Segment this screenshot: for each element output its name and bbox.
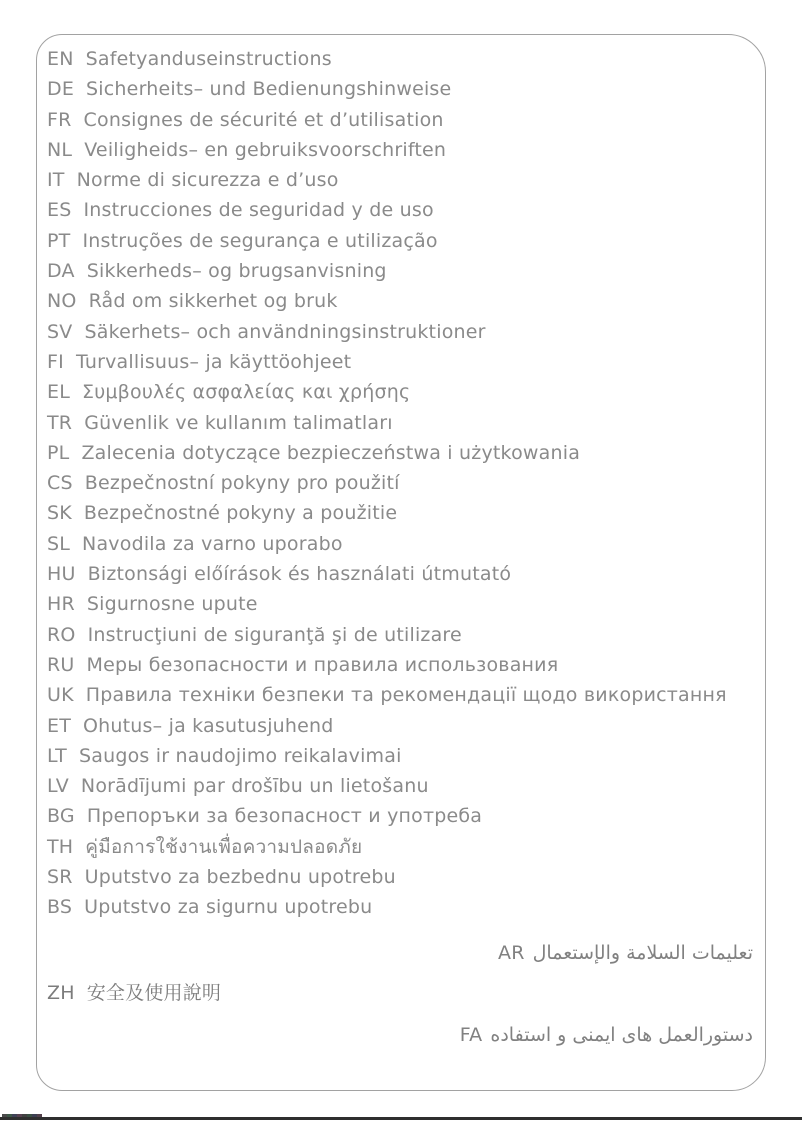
language-code: IT xyxy=(47,169,65,192)
language-code: PT xyxy=(47,229,71,252)
language-text: تعليمات السلامة والإستعمال xyxy=(532,941,753,964)
language-row-cs xyxy=(47,468,753,498)
language-row-lt xyxy=(47,741,753,771)
language-text: Saugos ir naudojimo reikalavimai xyxy=(78,744,402,767)
language-code: EL xyxy=(47,381,70,404)
instructions-panel xyxy=(36,34,766,1091)
language-row-th xyxy=(47,832,753,862)
language-code: ZH xyxy=(47,981,75,1004)
language-code: DE xyxy=(47,78,75,101)
language-row-hr xyxy=(47,589,753,619)
language-code: FA xyxy=(459,1023,483,1046)
language-text: Правила техніки безпеки та рекомендації щодо використання xyxy=(85,684,727,707)
language-text: Bezpečnostné pokyny a použitie xyxy=(83,502,398,525)
language-row-sl xyxy=(47,529,753,559)
language-list xyxy=(47,44,753,1052)
language-row-pl xyxy=(47,438,753,468)
language-code: LV xyxy=(47,775,69,798)
language-code: ET xyxy=(47,714,72,737)
language-text: Zalecenia dotyczące bezpieczeństwa i użytkowania xyxy=(81,441,581,464)
language-code: FI xyxy=(47,350,64,373)
language-text: Instrucciones de seguridad y de uso xyxy=(83,199,434,222)
language-text: Ohutus– ja kasutusjuhend xyxy=(83,714,334,737)
language-code: BS xyxy=(47,896,73,919)
language-row-fi xyxy=(47,347,753,377)
language-code: ES xyxy=(47,199,72,222)
language-text: Препоръки за безопасност и употреба xyxy=(86,805,483,828)
language-row-bs xyxy=(47,892,753,922)
language-row-hu xyxy=(47,559,753,589)
language-row-zh xyxy=(47,978,753,1008)
language-text: Bezpečnostní pokyny pro použití xyxy=(84,472,400,495)
language-code: EN xyxy=(47,48,74,70)
language-text: Norme di sicurezza e d’uso xyxy=(76,169,339,192)
language-code: DA xyxy=(47,260,75,283)
language-text: Меры безопасности и правила использования xyxy=(86,653,559,676)
language-row-en xyxy=(47,44,753,74)
language-row-sk xyxy=(47,498,753,528)
language-text: Sigurnosne upute xyxy=(86,593,258,616)
language-code: UK xyxy=(47,684,74,707)
language-code: BG xyxy=(47,805,75,828)
language-code: SR xyxy=(47,866,73,889)
language-code: SK xyxy=(47,502,72,525)
language-code: RU xyxy=(47,653,75,676)
language-code: TH xyxy=(47,835,74,858)
language-text: Turvallisuus– ja käyttöohjeet xyxy=(75,350,352,373)
language-row-es xyxy=(47,195,753,225)
language-row-ar xyxy=(47,936,753,970)
language-row-ro xyxy=(47,620,753,650)
language-code: PL xyxy=(47,441,70,464)
language-code: CS xyxy=(47,472,73,495)
language-text: Güvenlik ve kullanım talimatları xyxy=(84,411,393,434)
language-row-uk xyxy=(47,680,753,710)
language-row-bg xyxy=(47,801,753,831)
language-text: Safetyanduseinstructions xyxy=(85,48,332,70)
language-row-pt xyxy=(47,226,753,256)
language-text: Instruções de segurança e utilização xyxy=(82,229,438,252)
language-row-it xyxy=(47,165,753,195)
language-row-sv xyxy=(47,317,753,347)
language-text: Biztonsági előírások és használati útmutató xyxy=(87,563,512,586)
language-row-fa xyxy=(47,1018,753,1052)
language-row-fr xyxy=(47,105,753,135)
language-text: 安全及使用說明 xyxy=(86,981,222,1004)
language-code: SL xyxy=(47,532,71,555)
language-code: RO xyxy=(47,623,76,646)
language-text: دستورالعمل های ايمنی و استفاده xyxy=(490,1023,753,1046)
language-code: NL xyxy=(47,138,73,161)
language-row-no xyxy=(47,286,753,316)
language-text: Sicherheits– und Bedienungshinweise xyxy=(86,78,452,101)
language-code: TR xyxy=(47,411,73,434)
language-text: Uputstvo za sigurnu upotrebu xyxy=(84,896,373,919)
language-code: SV xyxy=(47,320,73,343)
language-text: Navodila za varno uporabo xyxy=(82,532,343,555)
language-text: Sikkerheds– og brugsanvisning xyxy=(86,260,387,283)
language-row-de xyxy=(47,74,753,104)
language-text: Instrucţiuni de siguranţă şi de utilizare xyxy=(87,623,462,646)
language-text: คู่มือการใช้งานเพื่อความปลอดภัย xyxy=(85,835,363,858)
language-text: Veiligheids– en gebruiksvoorschriften xyxy=(84,138,447,161)
language-row-lv xyxy=(47,771,753,801)
language-code: HU xyxy=(47,563,76,586)
language-code: HR xyxy=(47,593,75,616)
language-text: Consignes de sécurité et d’utilisation xyxy=(83,108,444,131)
language-text: Norādījumi par drošību un lietošanu xyxy=(80,775,429,798)
language-row-sr xyxy=(47,862,753,892)
print-crop-line xyxy=(0,1117,802,1120)
language-code: NO xyxy=(47,290,77,313)
language-text: Uputstvo za bezbednu upotrebu xyxy=(84,866,396,889)
language-code: FR xyxy=(47,108,72,131)
language-text: Συμβουλές ασφαλείας και χρήσης xyxy=(82,381,411,404)
language-text: Råd om sikkerhet og bruk xyxy=(88,290,338,313)
language-code: AR xyxy=(498,941,525,964)
language-row-el xyxy=(47,377,753,407)
language-text: Säkerhets– och användningsinstruktioner xyxy=(84,320,486,343)
language-code: LT xyxy=(47,744,67,767)
language-row-ru xyxy=(47,650,753,680)
language-row-nl xyxy=(47,135,753,165)
language-row-da xyxy=(47,256,753,286)
language-row-tr xyxy=(47,408,753,438)
language-row-et xyxy=(47,711,753,741)
